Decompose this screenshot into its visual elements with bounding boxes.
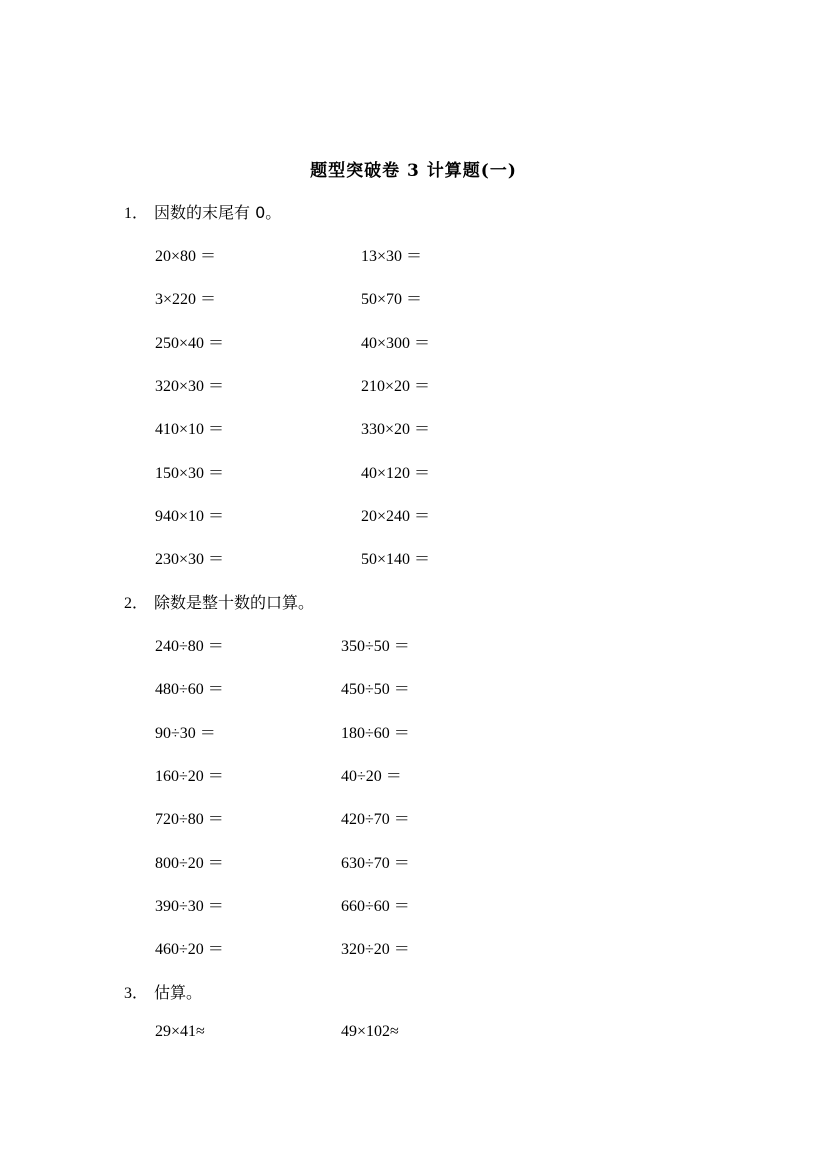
problem-2-13: 390÷30 ＝ <box>155 898 224 915</box>
problem-2-11: 800÷20 ＝ <box>155 855 224 872</box>
problem-2-1: 240÷80 ＝ <box>155 638 224 655</box>
section-1-heading <box>124 200 281 223</box>
page-title: 题型突破卷 3 计算题(一) <box>310 161 517 181</box>
section-3-heading <box>124 980 202 1003</box>
problem-1-7: 320×30 ＝ <box>155 378 225 395</box>
problem-1-16: 50×140 ＝ <box>361 551 431 568</box>
problem-3-1: 29×41≈ <box>155 1023 205 1040</box>
problem-2-7: 160÷20 ＝ <box>155 768 224 785</box>
problem-2-3: 480÷60 ＝ <box>155 681 224 698</box>
problem-1-3: 3×220 ＝ <box>155 291 217 308</box>
problem-1-15: 230×30 ＝ <box>155 551 225 568</box>
problem-1-10: 330×20 ＝ <box>361 421 431 438</box>
problem-2-15: 460÷20 ＝ <box>155 941 224 958</box>
problem-2-8: 40÷20 ＝ <box>341 768 402 785</box>
problem-1-6: 40×300 ＝ <box>361 335 431 352</box>
problem-2-6: 180÷60 ＝ <box>341 725 410 742</box>
section-2-heading <box>124 590 314 613</box>
problem-2-12: 630÷70 ＝ <box>341 855 410 872</box>
problem-2-10: 420÷70 ＝ <box>341 811 410 828</box>
problem-1-12: 40×120 ＝ <box>361 465 431 482</box>
problem-1-2: 13×30 ＝ <box>361 248 423 265</box>
problem-2-16: 320÷20 ＝ <box>341 941 410 958</box>
section-number: 1． <box>124 205 149 222</box>
problem-2-14: 660÷60 ＝ <box>341 898 410 915</box>
problem-1-4: 50×70 ＝ <box>361 291 423 308</box>
problem-1-11: 150×30 ＝ <box>155 465 225 482</box>
problem-1-5: 250×40 ＝ <box>155 335 225 352</box>
problem-1-13: 940×10 ＝ <box>155 508 225 525</box>
problem-2-9: 720÷80 ＝ <box>155 811 224 828</box>
problem-2-2: 350÷50 ＝ <box>341 638 410 655</box>
problem-1-14: 20×240 ＝ <box>361 508 431 525</box>
section-title: 因数的末尾有 0。 <box>154 203 282 222</box>
problem-1-9: 410×10 ＝ <box>155 421 225 438</box>
section-number: 3． <box>124 985 149 1002</box>
problem-2-5: 90÷30 ＝ <box>155 725 216 742</box>
problem-3-2: 49×102≈ <box>341 1023 399 1040</box>
section-title: 除数是整十数的口算。 <box>154 593 315 612</box>
problem-2-4: 450÷50 ＝ <box>341 681 410 698</box>
problem-1-1: 20×80 ＝ <box>155 248 217 265</box>
problem-1-8: 210×20 ＝ <box>361 378 431 395</box>
section-title: 估算。 <box>154 983 203 1002</box>
section-number: 2． <box>124 595 149 612</box>
